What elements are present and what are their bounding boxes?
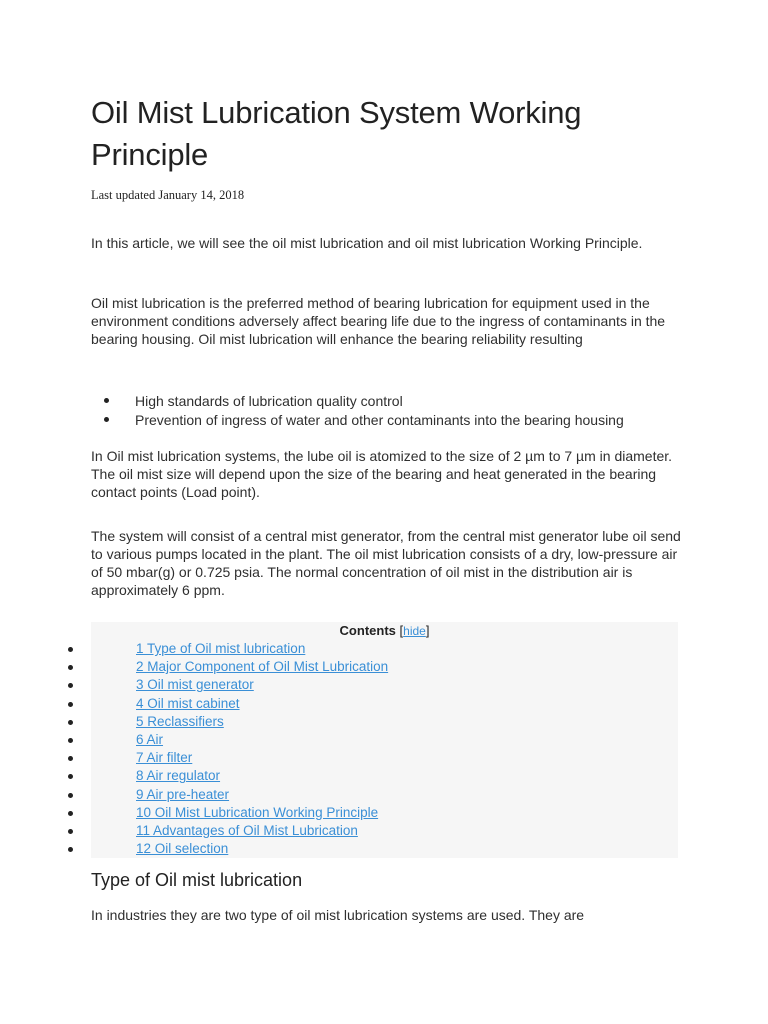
bullet-icon <box>68 811 73 816</box>
list-item <box>91 392 691 411</box>
toc-link[interactable]: 7 Air filter <box>136 750 193 766</box>
bullet-icon <box>68 756 73 761</box>
intro-paragraph: In this article, we will see the oil mist lubrication and oil mist lubrication Working Principle. <box>91 235 643 251</box>
toc-link[interactable]: 12 Oil selection <box>136 841 229 857</box>
bullet-icon <box>68 665 73 670</box>
toc-link[interactable]: 9 Air pre-heater <box>136 786 230 802</box>
toc-link[interactable]: 6 Air <box>136 731 164 747</box>
bullet-icon <box>68 702 73 707</box>
toc-item <box>0 786 600 804</box>
toc-link[interactable]: 10 Oil Mist Lubrication Working Principle <box>136 804 379 820</box>
list-item-text: Prevention of ingress of water and other contaminants into the bearing housing <box>135 411 624 428</box>
bullet-icon <box>104 417 109 422</box>
bullet-icon <box>68 829 73 834</box>
toc-item <box>0 658 600 676</box>
bullet-icon <box>68 720 73 725</box>
bullet-icon <box>68 647 73 652</box>
toc-link[interactable]: 4 Oil mist cabinet <box>136 695 240 711</box>
bullet-icon <box>104 398 109 403</box>
bullet-icon <box>68 793 73 798</box>
benefit-list <box>91 392 691 429</box>
table-of-contents <box>91 622 678 858</box>
toc-item <box>0 731 600 749</box>
toc-item <box>0 676 600 694</box>
toc-link[interactable]: 11 Advantages of Oil Mist Lubrication <box>136 822 358 838</box>
toc-link[interactable]: 3 Oil mist generator <box>136 677 254 693</box>
toc-bracket-open: [ <box>399 623 404 638</box>
toc-item <box>0 695 600 713</box>
section-heading: Type of Oil mist lubrication <box>91 870 303 890</box>
toc-title: Contents <box>339 623 396 638</box>
paragraph-system: The system will consist of a central mist generator, from the central mist generator lube oil send to various pumps located in the plant. The oil mist lubrication consists of a dry, low-pressure air of 50 mbar(g) or 0.725 psia. The normal concentration of oil mist in the distribution air is approximately 6 ppm. <box>91 528 681 598</box>
paragraph-bearing-lubrication: Oil mist lubrication is the preferred method of bearing lubrication for equipment used in the environment conditions adversely affect bearing life due to the ingress of contaminants in the bearing housing. Oil mist lubrication will enhance the bearing reliability resulting <box>91 295 666 347</box>
toc-list <box>0 640 600 858</box>
section-paragraph: In industries they are two type of oil mist lubrication systems are used. They are <box>91 907 585 923</box>
bullet-icon <box>68 683 73 688</box>
toc-hide-link[interactable]: hide <box>403 624 426 638</box>
article-title: Oil Mist Lubrication System Working Principle <box>91 95 582 172</box>
bullet-icon <box>68 847 73 852</box>
list-item-text: High standards of lubrication quality control <box>135 393 403 409</box>
toc-bracket-close: ] <box>425 623 430 638</box>
toc-item <box>0 713 600 731</box>
toc-item <box>0 767 600 785</box>
toc-link[interactable]: 8 Air regulator <box>136 768 221 784</box>
toc-link[interactable]: 1 Type of Oil mist lubrication <box>136 641 306 656</box>
list-item <box>91 411 691 430</box>
toc-header <box>91 622 678 640</box>
bullet-icon <box>68 738 73 743</box>
toc-item <box>0 822 600 840</box>
toc-item <box>0 840 600 858</box>
toc-link[interactable]: 5 Reclassifiers <box>136 713 224 729</box>
paragraph-atomization: In Oil mist lubrication systems, the lube oil is atomized to the size of 2 µm to 7 µm in diameter. The oil mist size will depend upon the size of the bearing and heat generated in the bearing contact points (Load point). <box>91 448 673 500</box>
last-updated: Last updated January 14, 2018 <box>91 188 245 202</box>
toc-item <box>0 804 600 822</box>
toc-item <box>0 640 600 658</box>
bullet-icon <box>68 774 73 779</box>
toc-link[interactable]: 2 Major Component of Oil Mist Lubrication <box>136 659 389 675</box>
toc-item <box>0 749 600 767</box>
